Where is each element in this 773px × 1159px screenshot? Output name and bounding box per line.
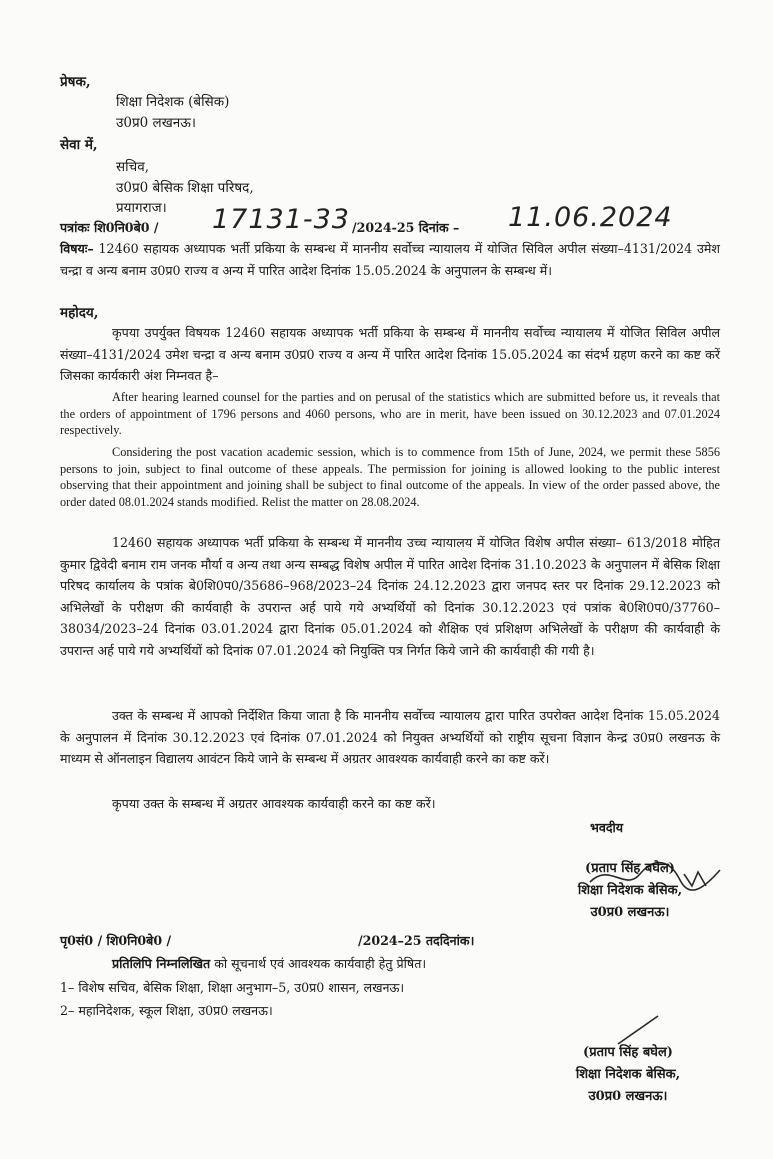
endorsement-ref-label: पृ0सं0 / शि0नि0बे0 / xyxy=(60,933,172,948)
sender-designation: शिक्षा निदेशक (बेसिक) xyxy=(116,94,230,110)
signatory-designation-2: शिक्षा निदेशक बेसिक, xyxy=(575,1067,681,1082)
signatory-name-2: (प्रताप सिंह बघेल) xyxy=(583,1045,673,1060)
signatory-location-2: उ0प्र0 लखनऊ। xyxy=(588,1089,668,1104)
sender-label: प्रेषक, xyxy=(60,74,91,90)
signature-block-2 xyxy=(548,1042,708,1108)
body-paragraph-2: 12460 सहायक अध्यापक भर्ती प्रकिया के सम्बन्ध में माननीय उच्च न्यायालय में योजित विशेष अपील संख्या– 613/2018 मोहित कुमार द्विवेदी बनाम राम जनक मौर्या व अन्य तथा अन्य सम्बद्ध विशेष अपील में पारित आदेश दिनांक 31.10.2023 के अनुपालन में बेसिक शिक्षा परिषद कार्यालय के पत्रांक बे0शि0प0/35686–968/2023–24 दिनांक 24.12.2023 द्वारा जनपद स्तर पर दिनांक 29.12.2023 को अभिलेखों के परीक्षण की कार्यवाही के उपरान्त अर्ह पाये गये अभ्यर्थियों को दिनांक 30.12.2023 एवं पत्रांक बे0शि0प0/37760–38034/2023–24 दिनांक 03.01.2024 द्वारा दिनांक 05.01.2024 को शैक्षिक एवं प्रशिक्षण अभिलेखों के परीक्षण की कार्यवाही के उपरान्त अर्ह पाये गये अभ्यर्थियों को दिनांक 07.01.2024 को नियुक्ति पत्र निर्गत किये जाने की कार्यवाही की गयी है। xyxy=(60,535,720,658)
endorsement-intro xyxy=(112,955,426,972)
body-paragraph-4: कृपया उक्त के सम्बन्ध में अग्रतर आवश्यक कार्यवाही करने का कष्ट करें। xyxy=(112,796,436,811)
closing-bhavdiya: भवदीय xyxy=(590,820,624,835)
reference-label: पत्रांकः शि0नि0बे0 / xyxy=(60,220,159,235)
endorsement-ref-year: /2024–25 तददिनांक। xyxy=(358,933,475,948)
recipient-label: सेवा में, xyxy=(60,137,98,153)
salutation: महोदय, xyxy=(60,305,99,321)
endorsement-intro-bold: प्रतिलिपि निम्नलिखित xyxy=(112,956,211,971)
signature-block-1 xyxy=(550,858,710,924)
quoted-order-paragraph-1: After hearing learned counsel for the parties and on perusal of the statistics which are submitted before us, it reveals that the orders of appointment of 1796 persons and 4060 persons, who are in merit, have been issued on 30.12.2023 and 07.01.2024 respectively. xyxy=(60,390,720,437)
signatory-location-1: उ0प्र0 लखनऊ। xyxy=(590,905,670,920)
body-paragraph-3: उक्त के सम्बन्ध में आपको निर्देशित किया जाता है कि माननीय सर्वोच्च न्यायालय द्वारा पारित उपरोक्त आदेश दिनांक 15.05.2024 के अनुपालन में दिनांक 30.12.2023 एवं दिनांक 07.01.2024 को नियुक्त अभ्यर्थियों को राष्ट्रीय सूचना विज्ञान केन्द्र उ0प्र0 लखनऊ के माध्यम से ऑनलाइन विद्यालय आवंटन किये जाने के सम्बन्ध में अग्रतर आवश्यक कार्यवाही करने का कष्ट करें। xyxy=(60,708,720,766)
subject-block xyxy=(60,238,720,282)
body-paragraph-1: कृपया उपर्युक्त विषयक 12460 सहायक अध्यापक भर्ती प्रकिया के सम्बन्ध में माननीय सर्वोच्च न्यायालय में योजित सिविल अपील संख्या–4131/2024 उमेश चन्द्रा व अन्य बनाम उ0प्र0 राज्य व अन्य में पारित आदेश दिनांक 15.05.2024 का संदर्भ ग्रहण करने का कष्ट करें जिसका कार्यकारी अंश निम्नवत है– xyxy=(60,325,720,383)
reference-date-handwritten: 11.06.2024 xyxy=(508,202,673,233)
quoted-order-paragraph-2: Considering the post vacation academic session, which is to commence from 15th of June, 2024, we permit these 5856 persons to join, subject to final outcome of these appeals. The permission for joining is allowed looking to the public interest observing that their appointment and joining shall be subject to final outcome of the appeals. In view of the order passed above, the order dated 08.01.2024 stands modified. Relist the matter on 28.08.2024. xyxy=(60,445,720,509)
reference-number-handwritten: 17131-33 xyxy=(212,204,350,235)
recipient-line1: सचिव, xyxy=(116,159,149,175)
reference-year: /2024-25 दिनांक – xyxy=(352,220,460,235)
subject-label: विषयः– xyxy=(60,241,94,256)
signatory-designation-1: शिक्षा निदेशक बेसिक, xyxy=(577,883,683,898)
recipient-line2: उ0प्र0 बेसिक शिक्षा परिषद, xyxy=(116,180,254,196)
sender-location: उ0प्र0 लखनऊ। xyxy=(116,115,196,131)
signatory-name-1: (प्रताप सिंह बघेल) xyxy=(585,861,675,876)
subject-text: 12460 सहायक अध्यापक भर्ती प्रकिया के सम्बन्ध में माननीय सर्वोच्च न्यायालय में योजित सिविल अपील संख्या–4131/2024 उमेश चन्द्रा व अन्य बनाम उ0प्र0 राज्य व अन्य में पारित आदेश दिनांक 15.05.2024 के अनुपालन के सम्बन्ध में। xyxy=(60,241,720,278)
recipient-line3: प्रयागराज। xyxy=(116,200,167,216)
endorsement-item-2: 2– महानिदेशक, स्कूल शिक्षा, उ0प्र0 लखनऊ। xyxy=(60,1003,273,1018)
endorsement-intro-rest: को सूचनार्थ एवं आवश्यक कार्यवाही हेतु प्रेषित। xyxy=(214,956,427,971)
endorsement-item-1: 1– विशेष सचिव, बेसिक शिक्षा, शिक्षा अनुभाग–5, उ0प्र0 शासन, लखनऊ। xyxy=(60,980,405,995)
